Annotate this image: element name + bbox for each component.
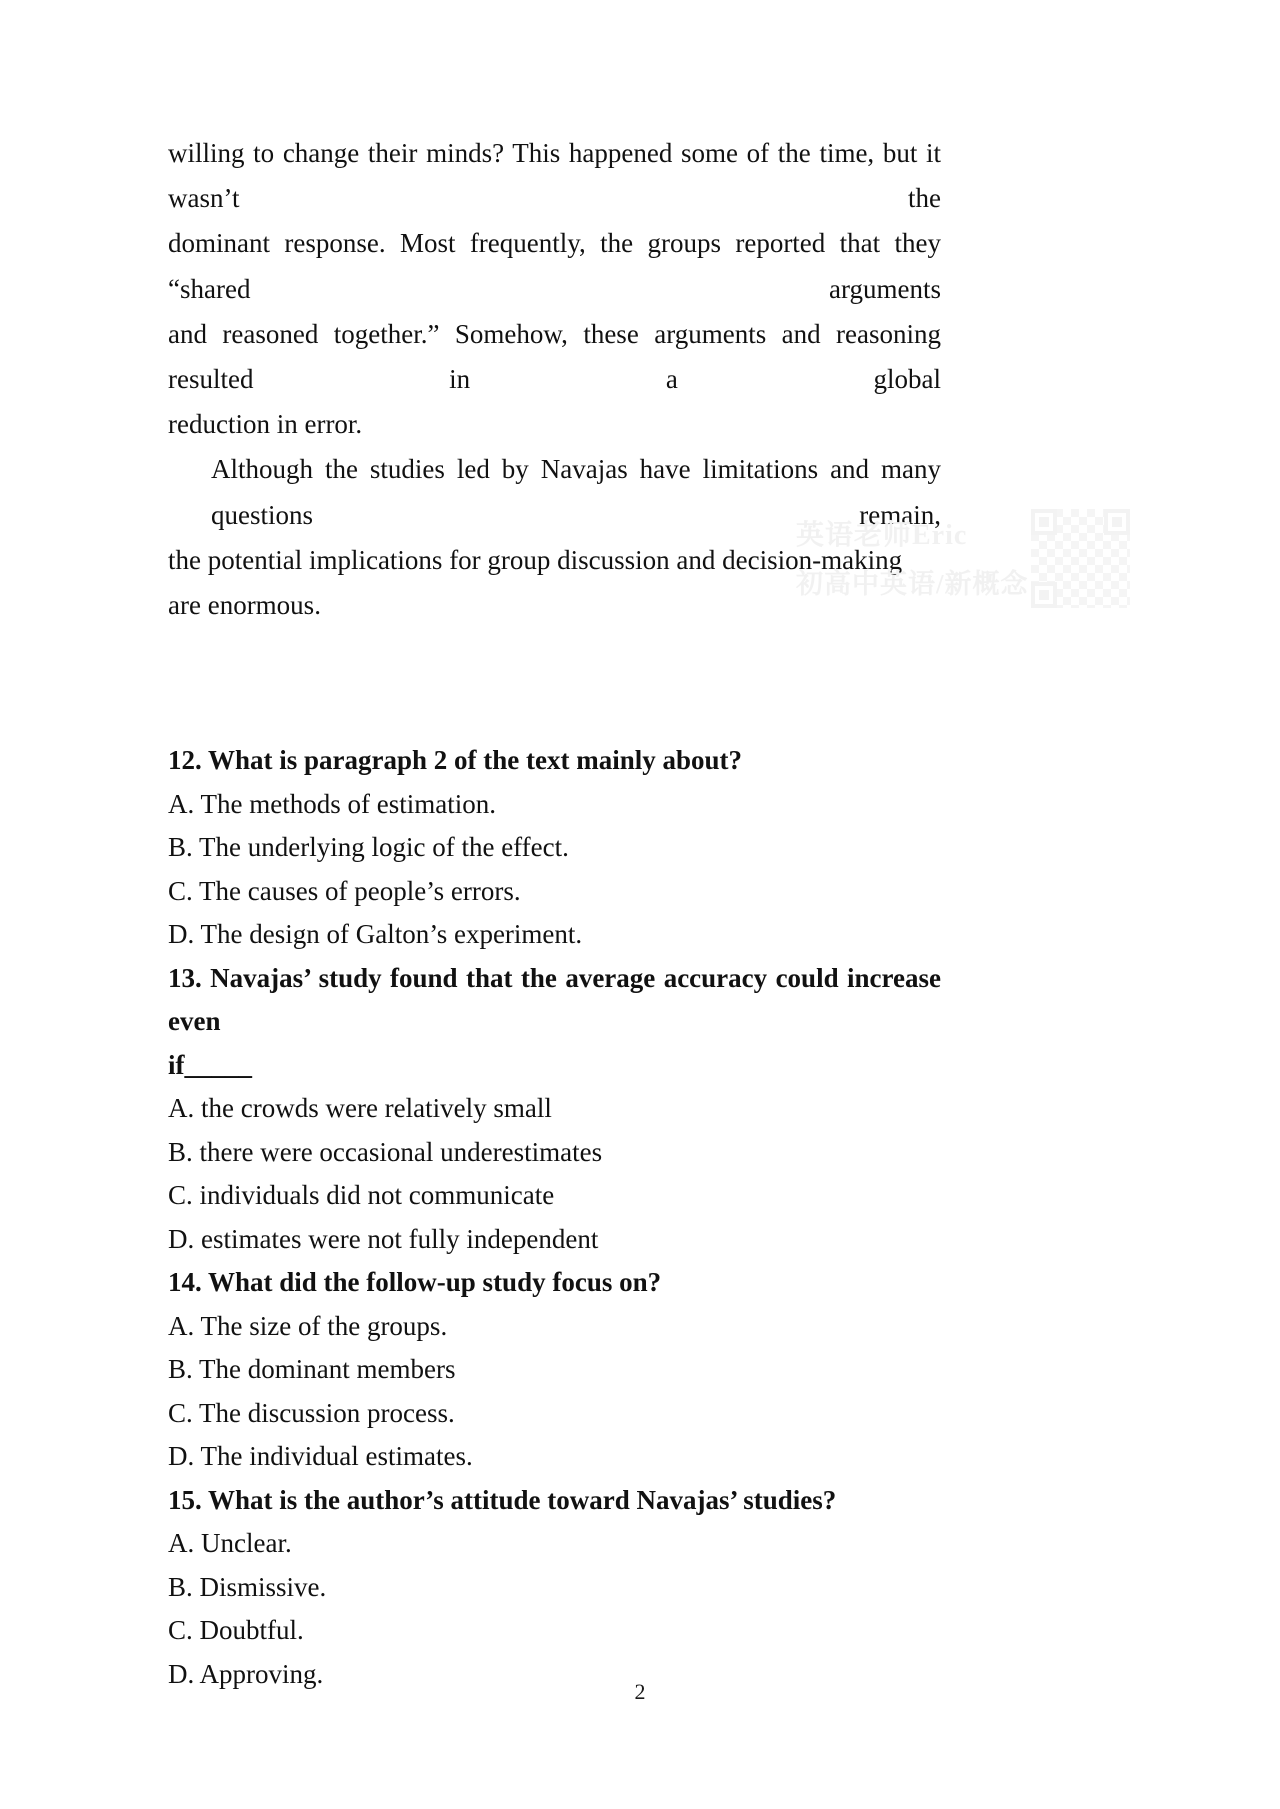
qr-finder-icon bbox=[1031, 582, 1057, 608]
question-12-option-c: C. The causes of people’s errors. bbox=[168, 875, 521, 906]
question-14-option-b: B. The dominant members bbox=[168, 1354, 456, 1385]
passage-line: the potential implications for group discussion and decision-making are enormous. bbox=[168, 544, 903, 621]
passage-paragraph-1 bbox=[168, 131, 941, 447]
question-12-option-a: A. The methods of estimation. bbox=[168, 788, 496, 819]
question-14 bbox=[168, 1261, 941, 1479]
passage-line: and reasoned together.” Somehow, these arguments and reasoning resulted in a global bbox=[168, 318, 941, 395]
qr-finder-icon bbox=[1104, 509, 1130, 535]
passage-line: reduction in error. bbox=[168, 409, 363, 440]
question-15 bbox=[168, 1479, 941, 1697]
question-14-option-d: D. The individual estimates. bbox=[168, 1441, 473, 1472]
page-content bbox=[168, 131, 941, 1696]
watermark-text-line1: 英语老师Eric bbox=[796, 520, 968, 551]
passage-line: Although the studies led by Navajas have limitations and many questions remain, bbox=[211, 454, 941, 530]
qr-code-watermark bbox=[1031, 509, 1130, 608]
question-14-stem: 14. What did the follow-up study focus on? bbox=[168, 1267, 662, 1298]
question-12-stem: 12. What is paragraph 2 of the text mainly about? bbox=[168, 745, 743, 776]
question-15-option-a: A. Unclear. bbox=[168, 1528, 292, 1559]
question-13 bbox=[168, 957, 941, 1262]
question-14-option-a: A. The size of the groups. bbox=[168, 1310, 448, 1341]
question-13-option-d: D. estimates were not fully independent bbox=[168, 1223, 599, 1254]
question-12-option-b: B. The underlying logic of the effect. bbox=[168, 832, 569, 863]
question-13-stem-line-1: 13. Navajas’ study found that the average accuracy could increase even bbox=[168, 962, 941, 1037]
watermark-text-line2: 初高中英语/新概念 bbox=[796, 569, 1029, 599]
page-number: 2 bbox=[634, 1679, 646, 1704]
passage-line: dominant response. Most frequently, the groups reported that they “shared arguments bbox=[168, 228, 941, 304]
question-13-option-c: C. individuals did not communicate bbox=[168, 1180, 555, 1211]
question-14-option-c: C. The discussion process. bbox=[168, 1397, 455, 1428]
question-15-stem: 15. What is the author’s attitude toward Navajas’ studies? bbox=[168, 1484, 837, 1515]
question-13-option-b: B. there were occasional underestimates bbox=[168, 1136, 603, 1167]
passage-line: willing to change their minds? This happened some of the time, but it wasn’t the bbox=[168, 138, 941, 214]
question-13-stem-line-2: if_____ bbox=[168, 1049, 252, 1080]
question-15-option-b: B. Dismissive. bbox=[168, 1571, 327, 1602]
question-13-option-a: A. the crowds were relatively small bbox=[168, 1093, 552, 1124]
question-15-option-d: D. Approving. bbox=[168, 1658, 324, 1689]
question-12-option-d: D. The design of Galton’s experiment. bbox=[168, 919, 583, 950]
questions-section bbox=[168, 739, 941, 1696]
question-12 bbox=[168, 739, 941, 957]
question-15-option-c: C. Doubtful. bbox=[168, 1615, 304, 1646]
qr-finder-icon bbox=[1031, 509, 1057, 535]
